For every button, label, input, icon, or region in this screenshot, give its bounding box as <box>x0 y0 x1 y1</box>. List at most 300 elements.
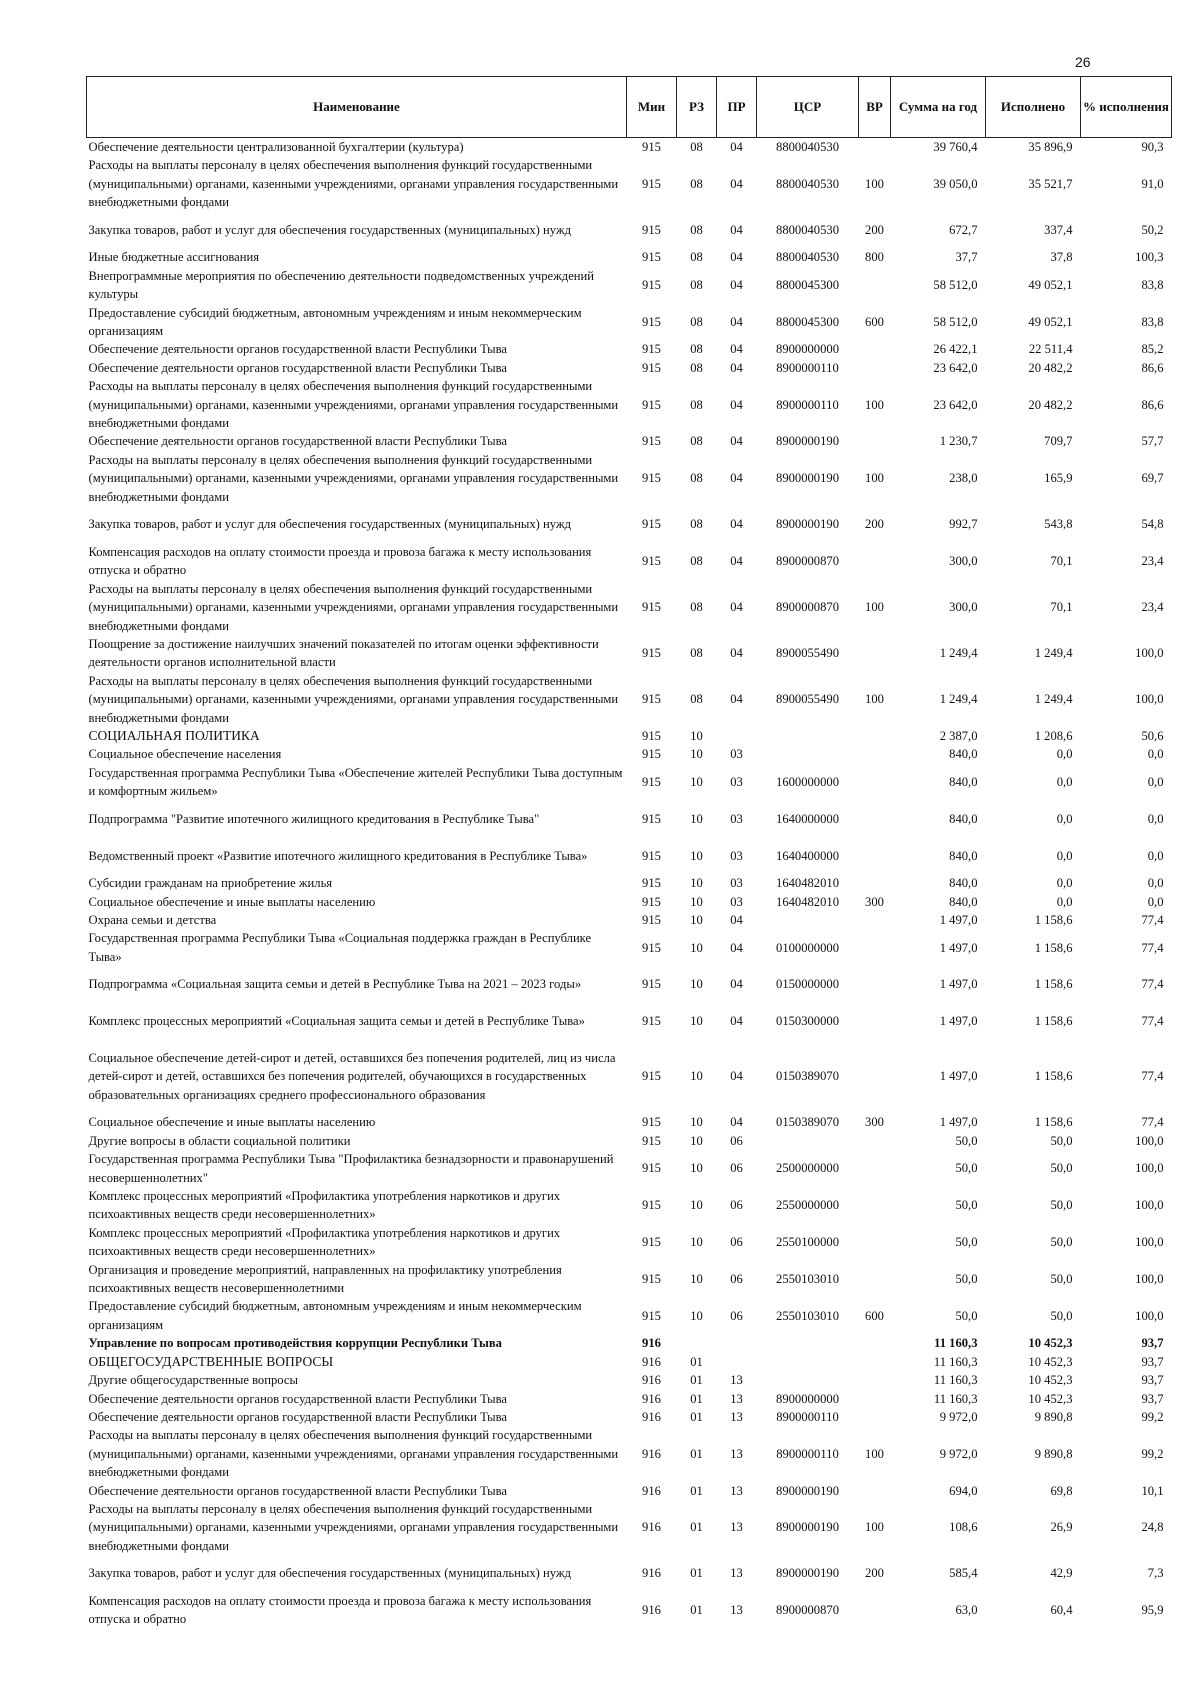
row-name: Поощрение за достижение наилучших значений показателей по итогам оценки эффективности деятельности органов исполнительной власти <box>88 636 599 670</box>
table-row <box>87 1555 1172 1592</box>
row-pr: 04 <box>730 278 743 293</box>
row-min: 915 <box>642 397 661 412</box>
table-row <box>87 1132 1172 1150</box>
row-name: Социальное обеспечение населения <box>88 747 282 762</box>
row-name: Компенсация расходов на оплату стоимости проезда и провоза багажа к месту использования отпуска и обратно <box>88 1593 592 1627</box>
row-csr <box>757 745 859 763</box>
table-row <box>87 377 1172 432</box>
row-done: 26,9 <box>1050 1520 1073 1535</box>
table-row <box>87 1426 1172 1481</box>
row-done: 20 482,2 <box>1028 397 1073 412</box>
page-number: 26 <box>1075 54 1091 70</box>
row-rz: 10 <box>690 876 703 891</box>
row-done: 1 158,6 <box>1034 1069 1073 1084</box>
row-csr <box>757 1132 859 1150</box>
row-done: 9 890,8 <box>1034 1446 1073 1461</box>
table-row <box>87 1224 1172 1261</box>
row-vr <box>859 1334 891 1352</box>
row-pr: 04 <box>730 913 743 927</box>
table-row <box>87 672 1172 727</box>
row-name: Охрана семьи и детства <box>88 913 217 927</box>
row-name: Ведомственный проект «Развитие ипотечного жилищного кредитования в Республике Тыва» <box>88 848 588 863</box>
row-min: 916 <box>642 1391 661 1406</box>
table-row <box>87 451 1172 506</box>
row-pct: 86,6 <box>1141 397 1164 412</box>
row-pr: 13 <box>730 1566 743 1581</box>
row-name: Расходы на выплаты персоналу в целях обеспечения выполнения функций государственными (муниципальными) органами, казенными учреждениями, органами управления государственными внебюджетными фондами <box>88 673 619 725</box>
row-sum: 58 512,0 <box>933 314 978 329</box>
row-pr: 04 <box>730 940 743 955</box>
row-rz: 10 <box>690 1133 703 1148</box>
table-row <box>87 212 1172 249</box>
row-sum: 992,7 <box>949 517 978 532</box>
row-rz: 08 <box>690 517 703 532</box>
row-done: 0,0 <box>1056 774 1073 789</box>
row-pct: 100,0 <box>1135 1161 1164 1176</box>
row-sum: 23 642,0 <box>933 360 978 375</box>
row-min: 915 <box>642 434 661 449</box>
table-row <box>87 1482 1172 1500</box>
row-pct: 99,2 <box>1141 1409 1164 1424</box>
row-vr <box>859 138 891 157</box>
row-pct: 0,0 <box>1147 894 1164 909</box>
row-pr: 03 <box>730 774 743 789</box>
row-name: Обеспечение деятельности централизованной бухгалтерии (культура) <box>88 140 464 154</box>
row-min: 915 <box>642 848 661 863</box>
row-rz: 01 <box>690 1603 703 1618</box>
row-csr: 0100000000 <box>776 940 839 955</box>
row-min: 916 <box>642 1336 661 1351</box>
row-vr: 200 <box>865 222 884 237</box>
row-rz: 10 <box>690 894 703 909</box>
row-pct: 95,9 <box>1141 1603 1164 1618</box>
row-csr: 2550103010 <box>776 1271 839 1286</box>
row-rz: 10 <box>690 811 703 826</box>
row-done: 0,0 <box>1056 876 1073 891</box>
row-rz: 08 <box>690 140 703 154</box>
row-vr <box>859 543 891 580</box>
row-vr: 300 <box>865 1115 884 1130</box>
row-vr <box>859 1371 891 1389</box>
row-pct: 100,0 <box>1135 1308 1164 1323</box>
row-done: 60,4 <box>1050 1603 1073 1618</box>
table-row <box>87 1261 1172 1298</box>
table-row <box>87 340 1172 358</box>
row-sum: 50,0 <box>955 1308 978 1323</box>
row-min: 916 <box>642 1354 661 1369</box>
row-done: 50,0 <box>1050 1161 1073 1176</box>
row-pr: 04 <box>730 342 743 357</box>
row-name: Закупка товаров, работ и услуг для обеспечения государственных (муниципальных) нужд <box>88 1566 571 1581</box>
row-pct: 10,1 <box>1141 1483 1164 1498</box>
row-rz: 10 <box>690 1161 703 1176</box>
row-sum: 1 497,0 <box>939 1014 978 1029</box>
row-vr <box>859 1187 891 1224</box>
row-csr: 8900000870 <box>776 554 839 569</box>
row-name: Обеспечение деятельности органов государственной власти Республики Тыва <box>88 342 507 357</box>
row-csr <box>757 727 859 745</box>
row-done: 49 052,1 <box>1028 278 1073 293</box>
row-sum: 1 497,0 <box>939 1069 978 1084</box>
row-name: Государственная программа Республики Тыва "Профилактика безнадзорности и правонарушений несовершеннолетних" <box>88 1152 614 1185</box>
row-pct: 77,4 <box>1141 913 1164 927</box>
table-row <box>87 911 1172 929</box>
row-pct: 93,7 <box>1141 1391 1164 1406</box>
row-rz: 08 <box>690 176 703 191</box>
row-pct: 23,4 <box>1141 600 1164 615</box>
row-vr <box>859 1224 891 1261</box>
row-pr: 04 <box>730 314 743 329</box>
row-vr <box>859 929 891 966</box>
row-csr: 8900055490 <box>776 692 839 707</box>
row-min: 915 <box>642 894 661 909</box>
row-csr: 8900000190 <box>776 471 839 486</box>
row-vr <box>859 911 891 929</box>
row-rz: 10 <box>690 1014 703 1029</box>
row-done: 50,0 <box>1050 1308 1073 1323</box>
row-rz: 10 <box>690 728 703 743</box>
row-csr: 8900000110 <box>776 1409 839 1424</box>
row-csr: 8800040530 <box>776 140 839 154</box>
row-done: 1 158,6 <box>1034 977 1073 992</box>
row-vr <box>859 1592 891 1629</box>
table-row <box>87 764 1172 801</box>
row-rz: 08 <box>690 600 703 615</box>
row-pr: 06 <box>730 1198 743 1213</box>
row-name: Комплекс процессных мероприятий «Профилактика употребления наркотиков и других психоактивных веществ среди несовершеннолетних» <box>88 1225 561 1259</box>
row-name: Расходы на выплаты персоналу в целях обеспечения выполнения функций государственными (муниципальными) органами, казенными учреждениями, органами управления государственными внебюджетными фондами <box>88 379 619 431</box>
row-pct: 54,8 <box>1141 517 1164 532</box>
row-vr <box>859 837 891 874</box>
row-name: Закупка товаров, работ и услуг для обеспечения государственных (муниципальных) нужд <box>88 222 571 237</box>
row-pct: 23,4 <box>1141 554 1164 569</box>
table-row <box>87 929 1172 966</box>
row-name: Обеспечение деятельности органов государственной власти Республики Тыва <box>88 1483 507 1498</box>
row-csr: 0150000000 <box>776 977 839 992</box>
row-name: Предоставление субсидий бюджетным, автономным учреждениям и иным некоммерческим организациям <box>88 305 582 339</box>
row-csr <box>757 1371 859 1389</box>
table-row <box>87 1390 1172 1408</box>
table-row <box>87 745 1172 763</box>
row-sum: 672,7 <box>949 222 978 237</box>
row-pr: 13 <box>730 1483 743 1498</box>
row-vr <box>859 874 891 892</box>
row-sum: 694,0 <box>949 1483 978 1498</box>
row-rz: 10 <box>690 1198 703 1213</box>
row-pct: 83,8 <box>1141 278 1164 293</box>
row-name: Социальное обеспечение детей-сирот и детей, оставшихся без попечения родителей, лиц из числа детей-сирот и детей, оставшихся без попечения родителей, обучающихся в государственных образовательных организациях среднего профессионального образования <box>88 1051 616 1102</box>
row-sum: 840,0 <box>949 848 978 863</box>
header-pct: % исполнения <box>1081 77 1172 138</box>
row-pct: 0,0 <box>1147 747 1164 762</box>
row-rz: 08 <box>690 342 703 357</box>
row-min: 915 <box>642 1271 661 1286</box>
row-vr: 600 <box>865 314 884 329</box>
row-pr: 04 <box>730 977 743 992</box>
row-min: 916 <box>642 1446 661 1461</box>
row-vr <box>859 359 891 377</box>
row-vr: 100 <box>865 397 884 412</box>
row-csr: 8900000190 <box>776 1483 839 1498</box>
row-pr: 03 <box>730 811 743 826</box>
row-rz: 10 <box>690 913 703 927</box>
row-done: 9 890,8 <box>1034 1409 1073 1424</box>
row-done: 10 452,3 <box>1028 1354 1073 1369</box>
row-done: 49 052,1 <box>1028 314 1073 329</box>
row-name: Расходы на выплаты персоналу в целях обеспечения выполнения функций государственными (муниципальными) органами, казенными учреждениями, органами управления государственными внебюджетными фондами <box>88 581 619 633</box>
row-done: 1 158,6 <box>1034 1014 1073 1029</box>
row-sum: 300,0 <box>949 554 978 569</box>
row-csr: 8900000870 <box>776 600 839 615</box>
row-name: ОБЩЕГОСУДАРСТВЕННЫЕ ВОПРОСЫ <box>88 1353 334 1369</box>
row-min: 916 <box>642 1483 661 1498</box>
row-sum: 9 972,0 <box>939 1446 978 1461</box>
table-row <box>87 801 1172 838</box>
row-done: 50,0 <box>1050 1133 1073 1148</box>
row-sum: 11 160,3 <box>933 1373 978 1388</box>
row-csr: 2550100000 <box>776 1235 839 1250</box>
row-min: 915 <box>642 692 661 707</box>
row-vr <box>859 267 891 304</box>
row-csr: 8800040530 <box>776 250 839 265</box>
table-row <box>87 1500 1172 1555</box>
row-min: 915 <box>642 1308 661 1323</box>
row-sum: 26 422,1 <box>933 342 978 357</box>
row-rz: 01 <box>690 1409 703 1424</box>
table-row <box>87 966 1172 1003</box>
row-pr: 04 <box>730 1069 743 1084</box>
row-min: 915 <box>642 774 661 789</box>
row-min: 915 <box>642 1069 661 1084</box>
row-pr: 13 <box>730 1603 743 1618</box>
row-pct: 86,6 <box>1141 360 1164 375</box>
row-vr <box>859 727 891 745</box>
row-sum: 2 387,0 <box>939 728 978 743</box>
row-min: 915 <box>642 1161 661 1176</box>
row-sum: 1 249,4 <box>939 646 978 661</box>
row-sum: 300,0 <box>949 600 978 615</box>
row-pr: 04 <box>730 250 743 265</box>
row-name: Расходы на выплаты персоналу в целях обеспечения выполнения функций государственными (муниципальными) органами, казенными учреждениями, органами управления государственными внебюджетными фондами <box>88 158 619 210</box>
row-min: 915 <box>642 176 661 191</box>
row-min: 915 <box>642 600 661 615</box>
row-rz: 08 <box>690 360 703 375</box>
row-pr: 06 <box>730 1133 743 1148</box>
row-rz: 10 <box>690 1271 703 1286</box>
row-min: 915 <box>642 1115 661 1130</box>
row-vr <box>859 1390 891 1408</box>
row-csr: 8900000870 <box>776 1603 839 1618</box>
row-pr: 04 <box>730 222 743 237</box>
row-csr: 8900000110 <box>776 397 839 412</box>
row-vr: 100 <box>865 1520 884 1535</box>
row-name: Закупка товаров, работ и услуг для обеспечения государственных (муниципальных) нужд <box>88 517 571 532</box>
row-csr: 8800040530 <box>776 176 839 191</box>
budget-table <box>86 76 1172 1629</box>
row-pct: 99,2 <box>1141 1446 1164 1461</box>
row-sum: 840,0 <box>949 747 978 762</box>
row-name: Государственная программа Республики Тыва «Обеспечение жителей Республики Тыва доступным и комфортным жильем» <box>88 765 623 799</box>
row-done: 10 452,3 <box>1028 1391 1073 1406</box>
row-vr <box>859 801 891 838</box>
row-sum: 1 249,4 <box>939 692 978 707</box>
row-sum: 11 160,3 <box>933 1354 978 1369</box>
row-rz: 01 <box>690 1373 703 1388</box>
row-rz: 08 <box>690 314 703 329</box>
row-rz: 08 <box>690 278 703 293</box>
row-csr: 8900055490 <box>776 646 839 661</box>
row-done: 35 521,7 <box>1028 176 1073 191</box>
row-vr <box>859 764 891 801</box>
row-pct: 100,0 <box>1135 1235 1164 1250</box>
row-csr: 0150300000 <box>776 1014 839 1029</box>
row-rz: 10 <box>690 848 703 863</box>
row-name: Расходы на выплаты персоналу в целях обеспечения выполнения функций государственными (муниципальными) органами, казенными учреждениями, органами управления государственными внебюджетными фондами <box>88 1501 619 1553</box>
row-min: 915 <box>642 1235 661 1250</box>
row-sum: 23 642,0 <box>933 397 978 412</box>
row-name: Обеспечение деятельности органов государственной власти Республики Тыва <box>88 434 507 449</box>
table-row <box>87 267 1172 304</box>
table-row <box>87 1003 1172 1040</box>
row-pct: 91,0 <box>1141 176 1164 191</box>
row-rz: 01 <box>690 1391 703 1406</box>
row-pr: 13 <box>730 1409 743 1424</box>
row-csr: 8900000190 <box>776 1566 839 1581</box>
row-done: 1 249,4 <box>1034 692 1073 707</box>
row-rz: 08 <box>690 397 703 412</box>
row-csr: 8800045300 <box>776 278 839 293</box>
row-name: Компенсация расходов на оплату стоимости проезда и провоза багажа к месту использования отпуска и обратно <box>88 544 592 578</box>
row-pr <box>717 727 757 745</box>
row-done: 165,9 <box>1044 471 1073 486</box>
row-sum: 238,0 <box>949 471 978 486</box>
row-min: 915 <box>642 250 661 265</box>
row-pct: 0,0 <box>1147 811 1164 826</box>
row-csr <box>757 1334 859 1352</box>
row-vr: 100 <box>865 1446 884 1461</box>
row-min: 915 <box>642 517 661 532</box>
row-vr <box>859 745 891 763</box>
row-rz: 08 <box>690 554 703 569</box>
row-done: 337,4 <box>1044 222 1073 237</box>
row-rz: 08 <box>690 434 703 449</box>
row-pct: 85,2 <box>1141 342 1164 357</box>
row-name: Другие общегосударственные вопросы <box>88 1373 298 1388</box>
row-min: 915 <box>642 554 661 569</box>
row-min: 915 <box>642 1133 661 1148</box>
row-rz: 08 <box>690 471 703 486</box>
row-done: 0,0 <box>1056 747 1073 762</box>
row-vr <box>859 1353 891 1371</box>
row-name: Комплекс процессных мероприятий «Профилактика употребления наркотиков и других психоактивных веществ среди несовершеннолетних» <box>88 1189 561 1222</box>
row-min: 915 <box>642 342 661 357</box>
row-name: Обеспечение деятельности органов государственной власти Республики Тыва <box>88 360 507 375</box>
row-csr <box>757 1353 859 1371</box>
row-rz: 10 <box>690 774 703 789</box>
row-csr: 1640000000 <box>776 811 839 826</box>
row-sum: 50,0 <box>955 1133 978 1148</box>
row-min: 915 <box>642 913 661 927</box>
row-min: 915 <box>642 940 661 955</box>
table-row <box>87 837 1172 874</box>
row-rz: 10 <box>690 977 703 992</box>
table-row <box>87 1408 1172 1426</box>
row-pct: 100,0 <box>1135 646 1164 661</box>
row-vr: 100 <box>865 176 884 191</box>
row-min: 915 <box>642 747 661 762</box>
row-done: 1 208,6 <box>1034 728 1073 743</box>
row-pct: 100,0 <box>1135 1271 1164 1286</box>
row-name: Другие вопросы в области социальной политики <box>88 1133 351 1148</box>
row-sum: 585,4 <box>949 1566 978 1581</box>
row-pr: 04 <box>730 397 743 412</box>
row-csr: 8900000190 <box>776 434 839 449</box>
row-pct: 90,3 <box>1141 140 1164 154</box>
row-sum: 1 497,0 <box>939 977 978 992</box>
row-done: 42,9 <box>1050 1566 1073 1581</box>
table-row <box>87 138 1172 157</box>
row-min: 916 <box>642 1520 661 1535</box>
row-done: 0,0 <box>1056 811 1073 826</box>
table-row <box>87 1297 1172 1334</box>
row-vr <box>859 966 891 1003</box>
row-csr: 1600000000 <box>776 774 839 789</box>
table-body <box>87 138 1172 1629</box>
row-sum: 39 050,0 <box>933 176 978 191</box>
row-vr: 100 <box>865 471 884 486</box>
row-sum: 1 497,0 <box>939 1115 978 1130</box>
row-min: 916 <box>642 1603 661 1618</box>
row-done: 1 158,6 <box>1034 940 1073 955</box>
row-rz: 01 <box>690 1566 703 1581</box>
table-row <box>87 893 1172 911</box>
row-name: Управление по вопросам противодействия коррупции Республики Тыва <box>88 1336 502 1351</box>
table-row <box>87 1371 1172 1389</box>
row-rz: 10 <box>690 1235 703 1250</box>
row-vr: 800 <box>865 250 884 265</box>
row-rz: 10 <box>690 940 703 955</box>
row-pct: 24,8 <box>1141 1520 1164 1535</box>
row-pct: 0,0 <box>1147 848 1164 863</box>
row-pct: 77,4 <box>1141 1115 1164 1130</box>
row-pr: 03 <box>730 876 743 891</box>
table-row <box>87 248 1172 266</box>
row-vr <box>859 340 891 358</box>
row-pct: 93,7 <box>1141 1354 1164 1369</box>
row-pct: 100,0 <box>1135 692 1164 707</box>
table-row <box>87 1113 1172 1131</box>
row-pr: 13 <box>730 1373 743 1388</box>
row-pr: 13 <box>730 1520 743 1535</box>
row-vr: 200 <box>865 1566 884 1581</box>
row-csr: 8900000000 <box>776 342 839 357</box>
row-min: 915 <box>642 140 661 154</box>
row-min: 915 <box>642 278 661 293</box>
row-pct: 83,8 <box>1141 314 1164 329</box>
table-row <box>87 1334 1172 1352</box>
row-done: 0,0 <box>1056 848 1073 863</box>
row-pct: 77,4 <box>1141 1014 1164 1029</box>
row-pr: 04 <box>730 1115 743 1130</box>
header-csr: ЦСР <box>757 77 859 138</box>
row-pct: 93,7 <box>1141 1373 1164 1388</box>
row-pct: 77,4 <box>1141 977 1164 992</box>
header-rz: РЗ <box>677 77 717 138</box>
row-name: Расходы на выплаты персоналу в целях обеспечения выполнения функций государственными (муниципальными) органами, казенными учреждениями, органами управления государственными внебюджетными фондами <box>88 1428 619 1480</box>
table-row <box>87 1150 1172 1187</box>
row-pr <box>717 1353 757 1371</box>
row-name: Подпрограмма «Социальная защита семьи и детей в Республике Тыва на 2021 – 2023 годы» <box>88 977 582 992</box>
